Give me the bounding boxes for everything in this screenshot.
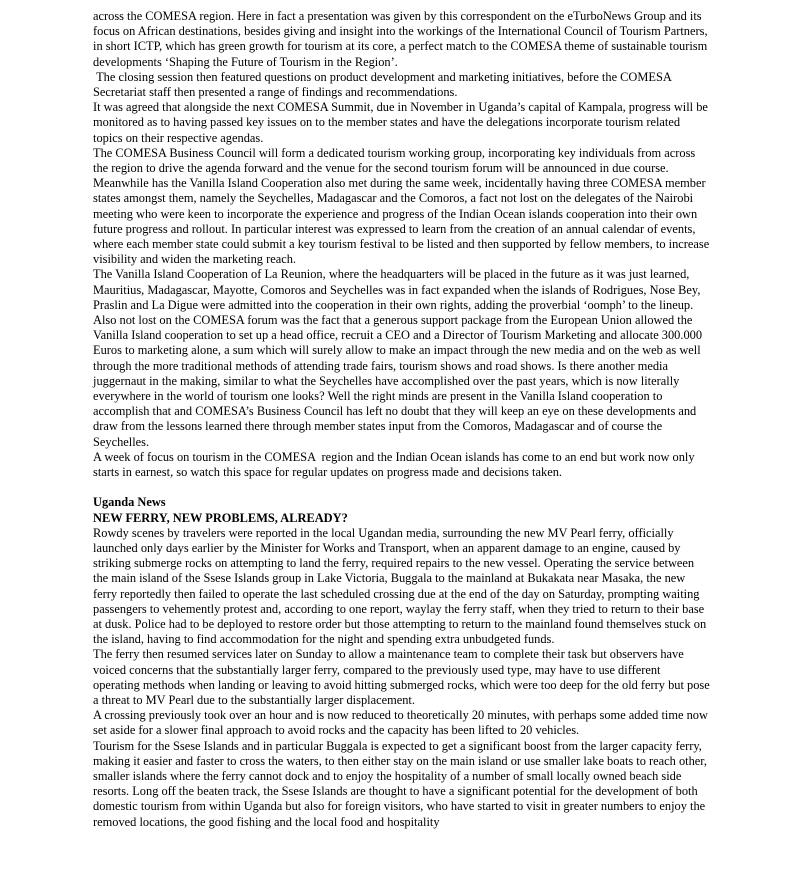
paragraph: The ferry then resumed services later on Sunday to allow a maintenance team to complete their task but observers have voiced concerns that the substantially larger ferry, compared to the previously used type, may have to use different operating methods when landing or leaving to avoid hitting submerged rocks, which were too deep for the old ferry but pose a threat to MV Pearl due to the substantially larger displacement. (93, 647, 710, 707)
paragraph: across the COMESA region. Here in fact a presentation was given by this correspondent on the eTurboNews Group and its focus on African destinations, besides giving and insight into the workings of the International Council of Tourism Partners, in short ICTP, which has green growth for tourism at its core, a perfect match to the COMESA theme of sustainable tourism developments ‘Shaping the Future of Tourism in the Region’. (93, 9, 708, 69)
article-headline: NEW FERRY, NEW PROBLEMS, ALREADY? (93, 510, 348, 525)
paragraph: Rowdy scenes by travelers were reported in the local Ugandan media, surrounding the new MV Pearl ferry, officially launched only days earlier by the Minister for Works and Transport, when an apparent damage to an engine, caused by striking submerge rocks on attempting to land the ferry, required repairs to the new vessel. Operating the service between the main island of the Ssese Islands group in Lake Victoria, Buggala to the mainland at Bukakata near Masaka, the new ferry reportedly then failed to operate the last scheduled crossing due at the end of the day on Saturday, prompting waiting passengers to vehemently protest and, according to one report, waylay the ferry staff, when they tried to return to their base at dusk. Police had to be deployed to restore order but those attempting to return to the mainland found themselves stuck on the island, having to find accommodation for the night and spending extra unbudgeted funds. (93, 525, 707, 647)
paragraph: It was agreed that alongside the next COMESA Summit, due in November in Uganda’s capital of Kampala, progress will be monitored as to having passed key issues on to the member states and have the delegations incorporate tourism related topics on their respective agendas. (93, 100, 708, 145)
paragraph: A week of focus on tourism in the COMESA region and the Indian Ocean islands has come to an end but work now only starts in earnest, so watch this space for regular updates on progress made and decisions taken. (93, 449, 698, 480)
section-spacer (93, 480, 710, 495)
article-comesa (93, 9, 710, 480)
paragraph: Meanwhile has the Vanilla Island Cooperation also met during the same week, incidentally having three COMESA member states amongst them, namely the Seychelles, Madagascar and the Comoros, a fact not lost on the delegates of the Nairobi meeting who were keen to incorporate the experience and progress of the Indian Ocean islands cooperation into their own future progress and rollout. In particular interest was expressed to learn from the creation of an annual calendar of events, where each member state could submit a key tourism festival to be listed and then supported by fellow members, to increase visibility and widen the marketing reach. (93, 176, 710, 267)
article-uganda-ferry (93, 495, 710, 829)
paragraph: Tourism for the Ssese Islands and in particular Buggala is expected to get a significant boost from the larger capacity ferry, making it easier and faster to cross the waters, to then either stay on the main island or use smaller lake boats to reach other, smaller islands where the ferry cannot dock and to enjoy the hospitality of a number of small locally owned beach side resorts. Long off the beaten track, the Ssese Islands are thought to have a significant potential for the development of both domestic tourism from within Uganda but also for foreign visitors, who have started to visit in greater numbers to enjoy the removed locations, the good fishing and the local food and hospitality (93, 738, 708, 829)
section-title: Uganda News (93, 495, 166, 510)
document-page (93, 9, 710, 830)
paragraph: The Vanilla Island Cooperation of La Reunion, where the headquarters will be placed in the future as it was just learned, Mauritius, Madagascar, Mayotte, Comoros and Seychelles was in fact expanded when the islands of Rodrigues, Nose Bey, Praslin and La Digue were admitted into the cooperation in their own rights, adding the proverbial ‘oomph’ to the lineup. Also not lost on the COMESA forum was the fact that a generous support package from the European Union allowed the Vanilla Island cooperation to set up a head office, recruit a CEO and a Director of Tourism Marketing and allocate 300.000 Euros to marketing alone, a sum which will surely allow to make an impact through the new media and on the web as well through the more traditional methods of attending trade fairs, tourism shows and road shows. Is there another media juggernaut in the making, similar to what the Seychelles have accomplished over the past years, which is now literally everywhere in the world of tourism one looks? Well the right minds are present in the Vanilla Island cooperation to accomplish that and COMESA’s Business Council has left no doubt that they will keep an eye on these developments and draw from the lessons learned there through member states input from the Comoros, Madagascar and of course the Seychelles. (93, 267, 703, 449)
paragraph: The closing session then featured questions on product development and marketing initiatives, before the COMESA Secretariat staff then presented a range of findings and recommendations. (93, 69, 675, 100)
paragraph: The COMESA Business Council will form a dedicated tourism working group, incorporating key individuals from across the region to drive the agenda forward and the venue for the second tourism forum will be announced in due course. (93, 145, 696, 176)
paragraph: A crossing previously took over an hour and is now reduced to theoretically 20 minutes, with perhaps some added time now set aside for a slower final approach to avoid rocks and the capacity has been lifted to 20 vehicles. (93, 708, 708, 738)
